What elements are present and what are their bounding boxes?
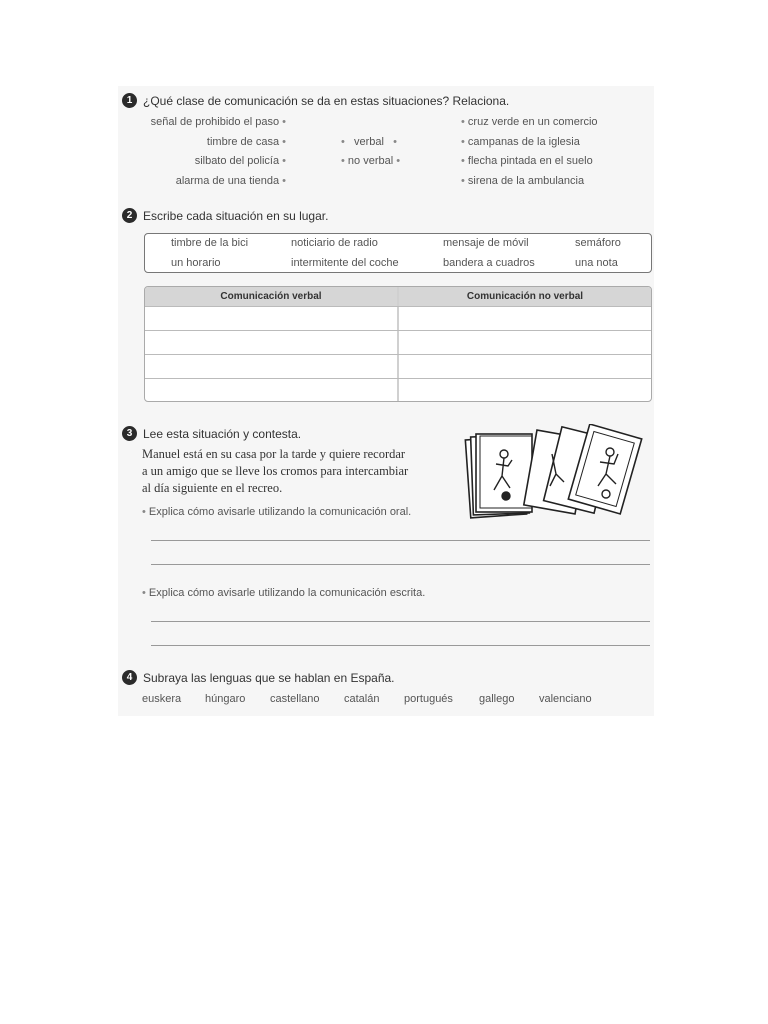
q4-number-badge: 4 [122,670,137,685]
bullet-icon: • [282,136,286,148]
situation-item: intermitente del coche [291,257,399,269]
q1-title-row [122,93,509,108]
q2-title: Escribe cada situación en su lugar. [143,208,329,223]
q3-text-line: al día siguiente en el recreo. [142,481,283,495]
table-row-divider [145,306,651,307]
q3-prompt-written: • Explica cómo avisarle utilizando la comunicación escrita. [142,587,426,599]
situation-item: una nota [575,257,618,269]
table-header-verbal: Comunicación verbal [145,287,397,306]
language-word[interactable]: castellano [270,693,320,705]
bullet-icon: • [282,116,286,128]
bullet-icon: • [282,175,286,187]
q1-title: ¿Qué clase de comunicación se da en estas situaciones? Relaciona. [143,93,510,108]
q1-right-item[interactable]: • campanas de la iglesia [461,136,580,148]
situation-item: mensaje de móvil [443,237,529,249]
table-row-divider [145,330,651,331]
situation-item: un horario [171,257,221,269]
answer-line[interactable] [151,645,650,646]
language-word[interactable]: portugués [404,693,453,705]
language-word[interactable]: catalán [344,693,380,705]
bullet-icon: • [461,175,465,187]
answer-line[interactable] [151,540,650,541]
q2-number-badge: 2 [122,208,137,223]
q3-title: Lee esta situación y contesta. [143,426,302,441]
q1-right-item[interactable]: • sirena de la ambulancia [461,175,585,187]
q3-text-line: a un amigo que se lleve los cromos para intercambiar [142,464,409,478]
q1-left-item[interactable]: silbato del policía • [194,155,286,167]
bullet-icon: • [142,506,146,518]
language-word[interactable]: valenciano [539,693,592,705]
bullet-icon: • [341,136,345,148]
bullet-icon: • [461,136,465,148]
q1-left-item[interactable]: timbre de casa • [206,136,286,148]
communication-table [144,286,652,402]
table-row-divider [145,378,651,379]
bullet-icon: • [461,116,465,128]
situation-item: timbre de la bici [171,237,249,249]
bullet-icon: • [142,587,146,599]
situation-item: bandera a cuadros [443,257,535,269]
situation-item: semáforo [575,237,621,249]
trading-cards-illustration [460,424,650,524]
q4-title: Subraya las lenguas que se hablan en España. [143,670,395,685]
answer-line[interactable] [151,621,650,622]
language-word[interactable]: húngaro [205,693,246,705]
q3-text-line: Manuel está en su casa por la tarde y quiere recordar [142,447,406,461]
q3-title-row [122,426,301,441]
q1-middle-item[interactable]: • verbal • [341,136,398,148]
q3-prompt-oral: • Explica cómo avisarle utilizando la comunicación oral. [142,506,412,518]
q1-middle-item[interactable]: • no verbal • [341,155,401,167]
q1-left-item[interactable]: alarma de una tienda • [175,175,286,187]
q1-right-item[interactable]: • flecha pintada en el suelo [461,155,593,167]
bullet-icon: • [393,136,398,148]
bullet-icon: • [282,155,286,167]
language-word[interactable]: gallego [479,693,515,705]
q2-title-row [122,208,328,223]
table-column-divider [397,287,399,401]
situation-item: noticiario de radio [291,237,378,249]
table-row-divider [145,354,651,355]
language-word[interactable]: euskera [142,693,182,705]
table-header-nonverbal: Comunicación no verbal [399,287,651,306]
q1-number-badge: 1 [122,93,137,108]
q1-left-item[interactable]: señal de prohibido el paso • [150,116,286,128]
bullet-icon: • [341,155,345,167]
q1-right-item[interactable]: • cruz verde en un comercio [461,116,598,128]
bullet-icon: • [396,155,401,167]
answer-line[interactable] [151,564,650,565]
bullet-icon: • [461,155,465,167]
q3-number-badge: 3 [122,426,137,441]
q4-title-row [122,670,395,685]
